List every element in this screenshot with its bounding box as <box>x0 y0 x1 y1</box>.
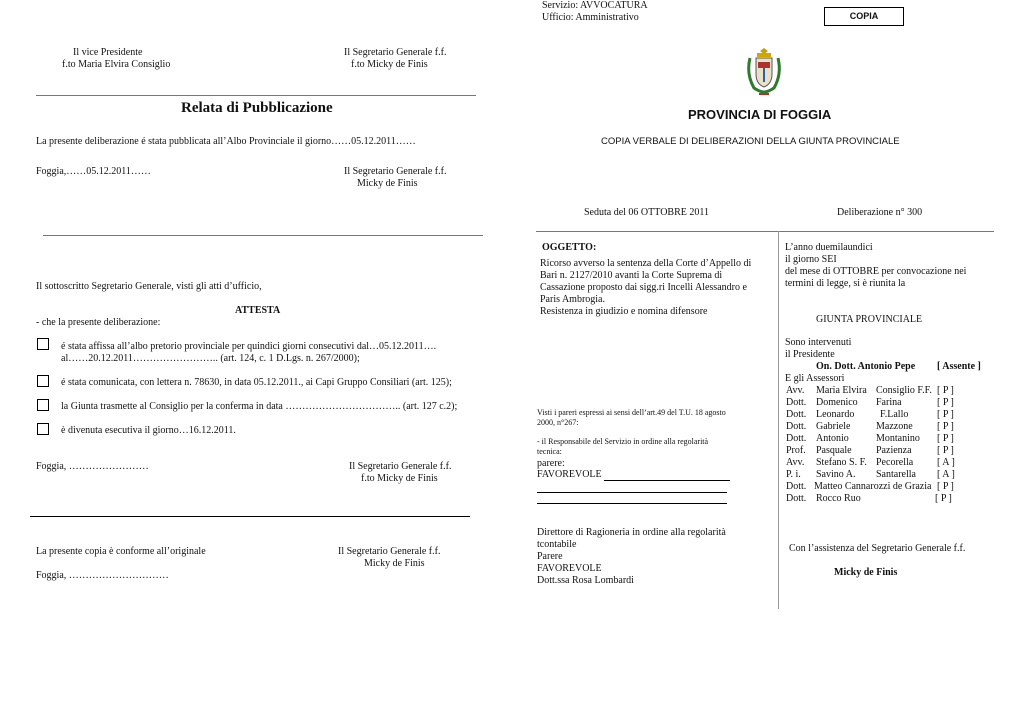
member-last: Santarella <box>876 469 916 480</box>
member-status: [ P ] <box>937 385 954 396</box>
secretary-label-top: Il Segretario Generale f.f. <box>344 47 447 58</box>
divider <box>536 231 994 232</box>
member-title: P. i. <box>786 469 801 480</box>
seduta: Seduta del 06 OTTOBRE 2011 <box>584 207 709 218</box>
item-trasmette: la Giunta trasmette al Consiglio per la conferma in data …………………………….. (art. 127 c.2); <box>61 401 458 412</box>
divider <box>36 95 476 96</box>
conforme-place: Foggia, ………………………… <box>36 570 169 581</box>
member-last: F.Lallo <box>880 409 909 420</box>
verbale-intro-line: L’anno duemilaundici <box>785 242 873 253</box>
relata-text: La presente deliberazione é stata pubblicata all’Albo Provinciale il giorno……05.12.2011…… <box>36 136 416 147</box>
conforme-secretary-name: Micky de Finis <box>364 558 425 569</box>
member-status: [ A ] <box>937 469 955 480</box>
presidente-label: il Presidente <box>785 349 835 360</box>
member-title: Avv. <box>786 385 805 396</box>
member-title: Dott. <box>786 421 807 432</box>
servizio: Servizio: AVVOCATURA <box>542 0 648 11</box>
member-first: Antonio <box>816 433 849 444</box>
giunta-label: GIUNTA PROVINCIALE <box>816 314 923 325</box>
member-title: Dott. <box>786 433 807 444</box>
responsabile-line: tecnica: <box>537 447 562 456</box>
province-name: PROVINCIA DI FOGGIA <box>688 107 832 122</box>
attesta-che: - che la presente deliberazione: <box>36 317 161 328</box>
attesta-secretary-label: Il Segretario Generale f.f. <box>349 461 452 472</box>
member-last: Pecorella <box>876 457 914 468</box>
member-first: Rocco Ruo <box>816 493 861 504</box>
checkbox-comunicata[interactable] <box>37 375 49 387</box>
assessori-label: E gli Assessori <box>785 373 845 384</box>
item-affissa-line1: é stata affissa all’albo pretorio provinciale per quindici giorni consecutivi dal…05.12.2011…. <box>61 341 437 352</box>
member-last: Farina <box>876 397 902 408</box>
checkbox-trasmette[interactable] <box>37 399 49 411</box>
signature-line <box>537 503 727 504</box>
signature-line <box>604 480 730 481</box>
direttore-line: Dott.ssa Rosa Lombardi <box>537 575 634 586</box>
member-title: Dott. <box>786 397 807 408</box>
member-first: Pasquale <box>816 445 852 456</box>
relata-place-date: Foggia,……05.12.2011…… <box>36 166 151 177</box>
item-affissa-line2: al……20.12.2011…………………….. (art. 124, c. 1 D.Lgs. n. 267/2000); <box>61 353 360 364</box>
verbale-intro-line: il giorno SEI <box>785 254 837 265</box>
assistenza-secretary-name: Micky de Finis <box>834 567 898 578</box>
member-title: Prof. <box>786 445 806 456</box>
copia-badge: COPIA <box>824 7 904 26</box>
member-first: Matteo Cannarozzi de Grazia <box>814 481 932 492</box>
member-first: Gabriele <box>816 421 851 432</box>
attesta-place: Foggia, …………………… <box>36 461 149 472</box>
member-last: Mazzone <box>876 421 913 432</box>
member-status: [ P ] <box>937 433 954 444</box>
vice-president-name: f.to Maria Elvira Consiglio <box>62 59 171 70</box>
member-status: [ P ] <box>937 421 954 432</box>
coat-of-arms-icon <box>742 46 786 96</box>
member-title: Dott. <box>786 493 807 504</box>
member-status: [ P ] <box>937 409 954 420</box>
visti-line: 2000, n°267: <box>537 418 579 427</box>
secretary-name-top: f.to Micky de Finis <box>351 59 428 70</box>
member-status: [ P ] <box>937 445 954 456</box>
member-title: Avv. <box>786 457 805 468</box>
member-last: Pazienza <box>876 445 912 456</box>
direttore-line: tcontabile <box>537 539 577 550</box>
attesta-heading: ATTESTA <box>235 305 281 316</box>
attesta-secretary-name: f.to Micky de Finis <box>361 473 438 484</box>
relata-secretary-name: Micky de Finis <box>357 178 418 189</box>
divider <box>30 516 470 517</box>
responsabile-line: - il Responsabile del Servizio in ordine alla regolarità <box>537 437 709 446</box>
oggetto-line: Ricorso avverso la sentenza della Corte d’Appello di <box>540 258 752 269</box>
member-status: [ P ] <box>937 397 954 408</box>
verbale-intro-line: termini di legge, si è riunita la <box>785 278 906 289</box>
sono-intervenuti: Sono intervenuti <box>785 337 852 348</box>
oggetto-line: Resistenza in giudizio e nomina difensore <box>540 306 708 317</box>
attesta-intro: Il sottoscritto Segretario Generale, visti gli atti d’ufficio, <box>36 281 262 292</box>
member-first: Stefano S. F. <box>816 457 867 468</box>
presidente-status: [ Assente ] <box>937 361 981 372</box>
direttore-line: Direttore di Ragioneria in ordine alla regolarità <box>537 527 726 538</box>
relata-secretary-label: Il Segretario Generale f.f. <box>344 166 447 177</box>
direttore-line: FAVOREVOLE <box>537 563 602 574</box>
member-first: Maria Elvira <box>816 385 867 396</box>
member-status: [ P ] <box>937 481 954 492</box>
member-title: Dott. <box>786 481 807 492</box>
province-subtitle: COPIA VERBALE DI DELIBERAZIONI DELLA GIUNTA PROVINCIALE <box>601 136 900 147</box>
member-status: [ A ] <box>937 457 955 468</box>
checkbox-affissa[interactable] <box>37 338 49 350</box>
assistenza-text: Con l’assistenza del Segretario Generale f.f. <box>789 543 966 554</box>
member-first: Savino A. <box>816 469 856 480</box>
oggetto-line: Paris Ambrogia. <box>540 294 605 305</box>
verbale-intro-line: del mese di OTTOBRE per convocazione nei <box>785 266 967 277</box>
parere-favorevole: FAVOREVOLE <box>537 469 602 480</box>
relata-title: Relata di Pubblicazione <box>181 100 333 116</box>
vice-president-label: Il vice Presidente <box>73 47 143 58</box>
checkbox-esecutiva[interactable] <box>37 423 49 435</box>
signature-line <box>537 492 727 493</box>
oggetto-line: Cassazione proposto dai sigg.ri Incelli Alessandro e <box>540 282 747 293</box>
member-last: Montanino <box>876 433 920 444</box>
divider <box>43 235 483 236</box>
conforme-text: La presente copia è conforme all’originale <box>36 546 206 557</box>
visti-line: Visti i pareri espressi ai sensi dell’art.49 del T.U. 18 agosto <box>537 408 726 417</box>
oggetto-line: Bari n. 2127/2010 avanti la Corte Suprema di <box>540 270 723 281</box>
deliberazione-number: Deliberazione n° 300 <box>837 207 923 218</box>
parere-label: parere: <box>537 458 565 469</box>
direttore-line: Parere <box>537 551 563 562</box>
column-divider <box>778 231 779 609</box>
item-comunicata: é stata comunicata, con lettera n. 78630, in data 05.12.2011., ai Capi Gruppo Consiliari (art. 125); <box>61 377 452 388</box>
member-first: Domenico <box>816 397 858 408</box>
member-first: Leonardo <box>816 409 855 420</box>
presidente-name: On. Dott. Antonio Pepe <box>816 361 916 372</box>
member-last: Consiglio F.F. <box>876 385 932 396</box>
member-status: [ P ] <box>935 493 952 504</box>
ufficio: Ufficio: Amministrativo <box>542 12 639 23</box>
oggetto-label: OGGETTO: <box>542 242 597 253</box>
item-esecutiva: è divenuta esecutiva il giorno…16.12.2011. <box>61 425 236 436</box>
conforme-secretary-label: Il Segretario Generale f.f. <box>338 546 441 557</box>
member-title: Dott. <box>786 409 807 420</box>
